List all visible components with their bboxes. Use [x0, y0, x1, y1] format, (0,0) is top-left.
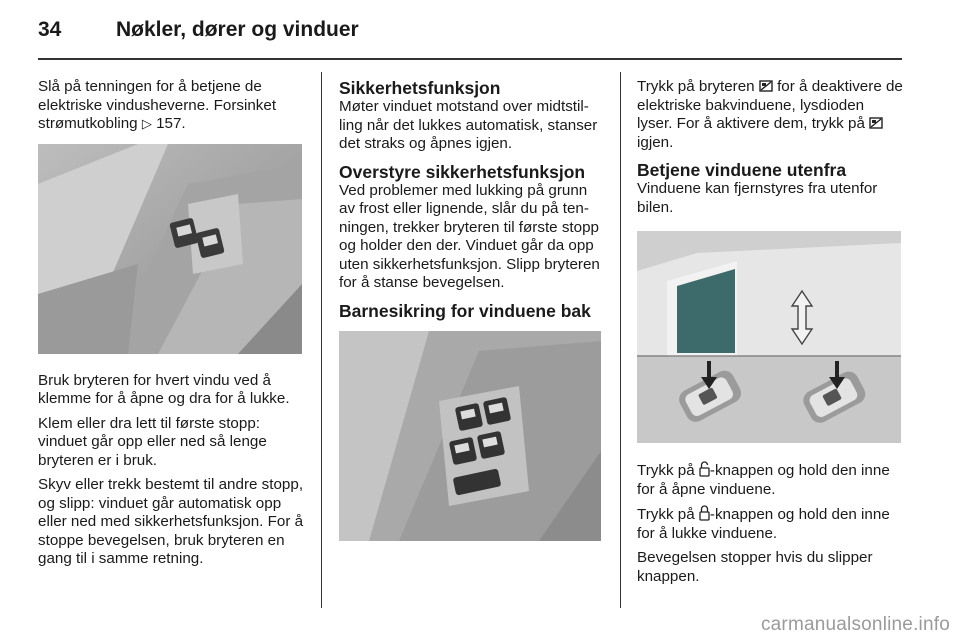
text-unlock-instruction — [637, 461, 903, 499]
intro-text: Slå på tenningen for å betjene de elektriske vindusheverne. Forsinket strømutkobling — [38, 78, 277, 132]
para-second-stop: Skyv eller trekk bestemt til andre stopp, og slipp: vinduet går automatisk opp eller ned med sikkerhetsfunksjon. For å stoppe bevegelsen, bruk bryteren en gang til i samme retning. — [38, 476, 304, 567]
intro-paragraph — [38, 78, 304, 134]
column-1 — [38, 78, 304, 575]
para-first-stop: Klem eller dra lett til første stopp: vinduet går opp eller ned så lenge bryteren er i bruk. — [38, 414, 267, 469]
lock-icon — [699, 505, 710, 521]
text-stop-movement: Bevegelsen stopper hvis du slipper knappen. — [637, 549, 873, 585]
heading-remote-operation: Betjene vinduene utenfra — [637, 160, 847, 180]
heading-override-safety: Overstyre sikkerhetsfunksjon — [339, 161, 586, 182]
column-3 — [637, 78, 903, 592]
page-reference-icon: ▷ — [141, 116, 152, 131]
rear-window-child-lock-illustration — [339, 331, 601, 541]
child-lock-text-part2: for å deaktivere de elektriske bakvinduene, lysdioden lyser. For å aktivere dem, trykk på — [637, 78, 903, 132]
lock-text-part1: Trykk på — [637, 506, 695, 523]
intro-page-reference: 157. — [156, 115, 186, 132]
text-safety-function: Møter vinduet motstand over midtstilling når det lukkes automatisk, stanser det straks og åpnes igjen. — [339, 98, 598, 152]
door-window-switch-illustration — [38, 144, 302, 354]
unlock-text-part2: -knappen og hold den inne for å åpne vinduene. — [637, 462, 890, 498]
text-child-lock-instructions — [637, 78, 903, 152]
page-number: 34 — [38, 18, 62, 41]
lock-text-part2: -knappen og hold den inne for å lukke vinduene. — [637, 506, 890, 542]
window-lock-icon — [869, 116, 883, 130]
child-lock-text-part3: igjen. — [637, 133, 674, 151]
text-lock-instruction — [637, 505, 903, 543]
window-lock-icon — [759, 79, 773, 93]
remote-key-window-illustration — [637, 231, 901, 443]
page-title: Nøkler, dører og vinduer — [116, 18, 359, 41]
column-divider-right — [620, 72, 621, 608]
child-lock-text-part1: Trykk på bryteren — [637, 78, 755, 95]
heading-safety-function: Sikkerhetsfunksjon — [339, 78, 501, 98]
unlock-icon — [699, 461, 710, 477]
watermark: carmanualsonline.info — [760, 614, 950, 635]
heading-child-lock: Barnesikring for vinduene bak — [339, 300, 591, 321]
column-divider-left — [321, 72, 322, 608]
para-switch-usage: Bruk bryteren for hvert vindu ved å klemme for å åpne og dra for å lukke. — [38, 371, 290, 407]
column-2 — [339, 78, 603, 559]
header-divider — [38, 58, 902, 60]
text-remote-operation: Vinduene kan fjernstyres fra utenfor bilen. — [637, 180, 878, 216]
unlock-text-part1: Trykk på — [637, 462, 695, 479]
page-header — [38, 18, 918, 54]
text-override-safety: Ved problemer med lukking på grunn av frost eller lignende, slår du på tenningen, trekker bryteren til første stopp og holder den der. Vinduet går da opp uten sikkerhetsfunksjon. Slipp bryteren for å stanse bevegelsen. — [339, 181, 600, 291]
